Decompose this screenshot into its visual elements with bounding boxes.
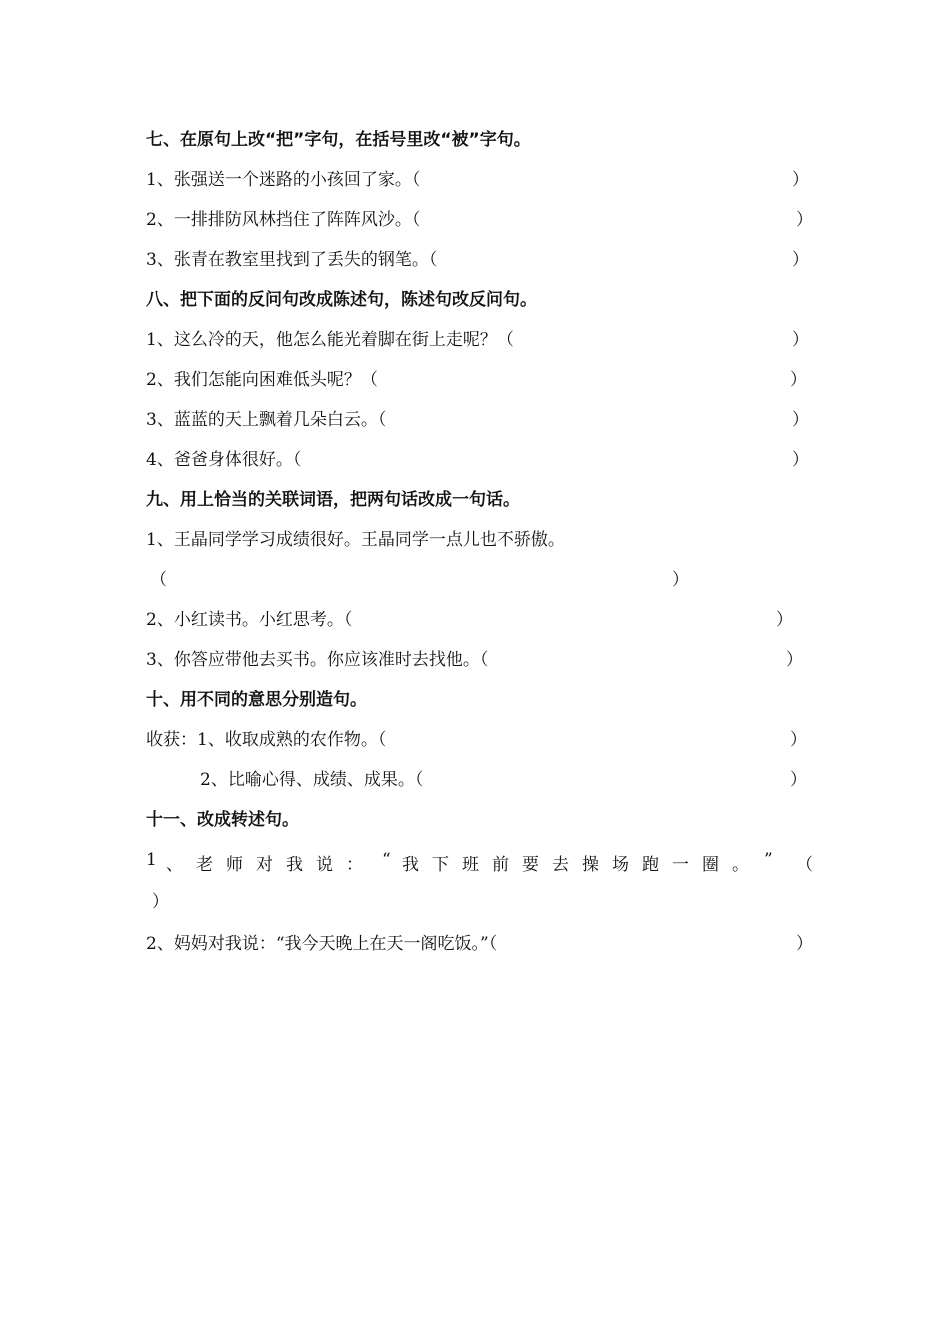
item-text: 2、我们怎能向困难低头呢？（ (146, 370, 378, 390)
section-10-heading (0, 680, 950, 720)
section-11-item-1-answer (0, 882, 950, 922)
section-7-item-1 (0, 160, 950, 200)
section-10-item-1 (0, 720, 950, 760)
answer-bracket-close: ） (672, 570, 689, 590)
section-7-heading (0, 120, 950, 160)
section-11-heading (0, 800, 950, 840)
answer-bracket-close: ） (152, 892, 169, 912)
section-8-item-2 (0, 360, 950, 400)
answer-bracket-close: ） (792, 410, 809, 430)
quote-char: 前 (492, 855, 509, 875)
item-text: 收获：1、收取成熟的农作物。（ (146, 730, 387, 750)
section-8-heading (0, 280, 950, 320)
section-9-heading (0, 480, 950, 520)
section-8-title: 八、把下面的反问句改成陈述句，陈述句改反问句。 (146, 290, 537, 310)
quote-char: 我 (286, 855, 303, 875)
answer-bracket-close: ） (792, 170, 809, 190)
section-9-title: 九、用上恰当的关联词语，把两句话改成一句话。 (146, 490, 520, 510)
item-text: 4、爸爸身体很好。（ (146, 450, 302, 470)
quote-char: 、 (166, 855, 183, 875)
answer-bracket-close: ） (796, 210, 813, 230)
item-text: 2、一排排防风林挡住了阵阵风沙。（ (146, 210, 421, 230)
item-text: 3、你答应带他去买书。你应该准时去找他。（ (146, 650, 489, 670)
quote-char: 下 (432, 855, 449, 875)
item-text: 2、小红读书。小红思考。（ (146, 610, 353, 630)
quote-char: 老 (196, 855, 213, 875)
answer-bracket-open: （ (150, 570, 167, 590)
section-9-item-1-answer (0, 560, 950, 600)
section-7-item-2 (0, 200, 950, 240)
quote-char: ” (764, 850, 773, 870)
answer-bracket-close: ） (776, 610, 793, 630)
quote-char: 去 (552, 855, 569, 875)
answer-bracket-close: ） (792, 450, 809, 470)
section-8-item-3 (0, 400, 950, 440)
section-9-item-3 (0, 640, 950, 680)
item-text: 3、蓝蓝的天上飘着几朵白云。（ (146, 410, 387, 430)
item-text: 1、王晶同学学习成绩很好。王晶同学一点儿也不骄傲。 (146, 530, 565, 550)
item-text: 3、张青在教室里找到了丢失的钢笔。（ (146, 250, 438, 270)
section-11-item-1 (146, 850, 813, 875)
answer-bracket-close: ） (792, 330, 809, 350)
section-10-title: 十、用不同的意思分别造句。 (146, 690, 367, 710)
quote-char: 跑 (642, 855, 659, 875)
quote-char: （ (796, 855, 813, 875)
answer-bracket-close: ） (790, 770, 807, 790)
quote-char: 要 (522, 855, 539, 875)
quote-char: 说 (316, 855, 333, 875)
section-7-item-3 (0, 240, 950, 280)
section-7-title: 七、在原句上改“把”字句，在括号里改“被”字句。 (146, 130, 531, 150)
item-text: 1、这么冷的天，他怎么能光着脚在街上走呢？（ (146, 330, 514, 350)
quote-char: 对 (256, 855, 273, 875)
quote-char: 1 (146, 850, 157, 870)
section-11-item-2 (0, 924, 950, 964)
section-9-item-2 (0, 600, 950, 640)
answer-bracket-close: ） (790, 730, 807, 750)
section-10-item-2 (0, 760, 950, 800)
section-9-item-1 (0, 520, 950, 560)
item-text: 2、妈妈对我说：“我今天晚上在天一阁吃饭。”（ (146, 934, 498, 954)
quote-char: 。 (732, 855, 749, 875)
quote-char: 我 (402, 855, 419, 875)
quote-char: 一 (672, 855, 689, 875)
item-text: 2、比喻心得、成绩、成果。（ (200, 770, 424, 790)
section-8-item-1 (0, 320, 950, 360)
quote-char: 师 (226, 855, 243, 875)
quote-char: 操 (582, 855, 599, 875)
section-11-title: 十一、改成转述句。 (146, 810, 299, 830)
answer-bracket-close: ） (796, 934, 813, 954)
answer-bracket-close: ） (792, 250, 809, 270)
section-8-item-4 (0, 440, 950, 480)
quote-char: ： (346, 855, 363, 875)
item-text: 1、张强送一个迷路的小孩回了家。（ (146, 170, 421, 190)
quote-char: “ (382, 850, 391, 870)
quote-char: 圈 (702, 855, 719, 875)
quote-char: 班 (462, 855, 479, 875)
answer-bracket-close: ） (790, 370, 807, 390)
answer-bracket-close: ） (786, 650, 803, 670)
quote-char: 场 (612, 855, 629, 875)
